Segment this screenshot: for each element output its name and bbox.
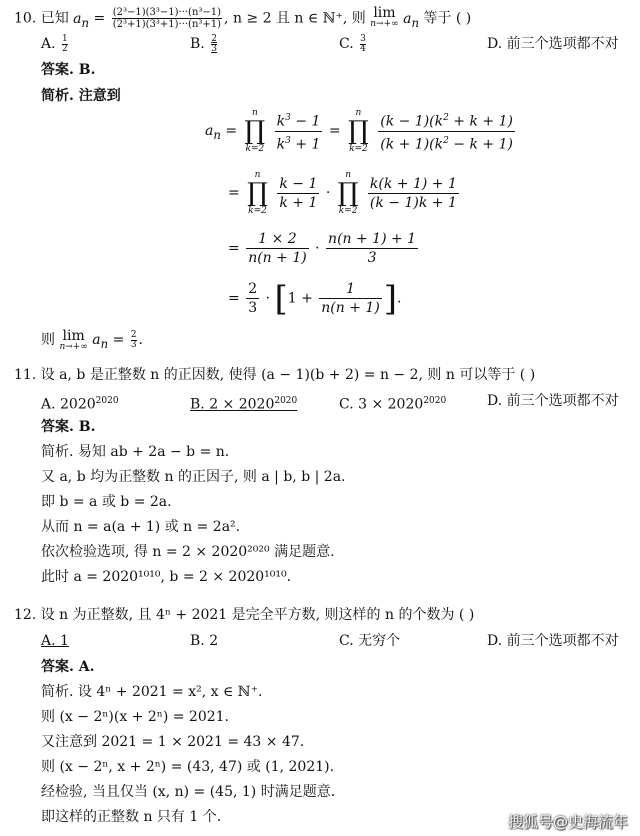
q12-option-b: B. 2	[190, 633, 219, 649]
q10-option-d: D. 前三个选项都不对	[487, 36, 619, 52]
q12-analysis-line: 则 (x − 2ⁿ)(x + 2ⁿ) = 2021.	[41, 709, 229, 725]
q10-number: 10.	[14, 10, 37, 27]
q10-equation-line-3: = $\frac{1 \times 2}{n(n + 1)}$ · $\frac{n(n + 1) + 1}{3}$	[228, 231, 417, 266]
q12-answer: 答案. A.	[41, 659, 95, 675]
q10-option-b: B. $\frac{2}{3}$	[190, 33, 217, 54]
q12-analysis-line: 经检验, 当且仅当 (x, n) = (45, 1) 时满足题意.	[41, 784, 336, 800]
q12-stem: 12. 设 n 为正整数, 且 4ⁿ + 2021 是完全平方数, 则这样的 n 的个数为 ( )	[14, 607, 475, 623]
q10-option-c: C. $\frac{3}{4}$	[339, 33, 366, 54]
q12-option-c: C. 无穷个	[339, 633, 401, 649]
q11-analysis-line: 依次检验选项, 得 n = 2 × 2020²⁰²⁰ 满足题意.	[41, 544, 335, 560]
q11-analysis-line: 又 a, b 均为正整数 n 的正因子, 则 a | b, b | 2a.	[41, 469, 346, 485]
q12-option-d: D. 前三个选项都不对	[487, 633, 619, 649]
q11-answer: 答案. B.	[41, 419, 96, 435]
q11-option-d: D. 前三个选项都不对	[487, 393, 619, 409]
watermark: 搜狐号@史海流年	[507, 813, 628, 831]
q10-stem: 10. 已知 $a_n$ = $\frac{\text{(2³−1)(3³−1)···(n³−1)}}{\text{(2³+1)(3³+1)···(n³+1)}}$ , n ≥ 2 且 n ∈ ℕ⁺, 则 lim n→+∞ $a_n$ 等于 ( )	[14, 5, 472, 30]
q10-equation-line-1: $a_n$ = n ∏ k=2 $\frac{k^3 - 1}{k^3 + 1}$ = n ∏ k=2 $\frac{(k - 1)(k^2 + k + 1)}{(k + 1)(k^2 - k + 1)}$	[205, 108, 513, 154]
q11-option-c: C. $3 \times 2020^{2020}$	[339, 396, 447, 413]
q12-analysis-line: 简析. 设 4ⁿ + 2021 = x², x ∈ ℕ⁺.	[41, 684, 263, 700]
q10-limit: lim n→+∞	[370, 5, 399, 29]
q10-answer: 答案. B.	[41, 62, 96, 78]
q10-equation-line-4: = $\frac{2}{3}$ · [1 + $\frac{1}{n(n + 1)}$ ].	[228, 278, 402, 319]
q10-option-a: A. $\frac{1}{2}$	[41, 33, 68, 54]
q12-analysis-line: 则 (x − 2ⁿ, x + 2ⁿ) = (43, 47) 或 (1, 2021).	[41, 759, 335, 775]
q11-number: 11.	[14, 367, 37, 383]
q11-stem: 11. 设 a, b 是正整数 n 的正因数, 使得 (a − 1)(b + 2) = n − 2, 则 n 可以等于 ( )	[14, 367, 536, 383]
q12-option-a: A. 1	[41, 633, 69, 649]
q10-conclusion: 则 lim n→+∞ $a_n$ = $\frac{2}{3}$ .	[41, 328, 143, 352]
q11-analysis-line: 简析. 易知 ab + 2a − b = n.	[41, 444, 230, 460]
q10-analysis-label: 简析. 注意到	[41, 88, 121, 104]
q11-option-b: B. $2 \times 2020^{2020}$	[190, 396, 298, 413]
q10-equation-line-2: = n ∏ k=2 $\frac{k - 1}{k + 1}$ · n ∏ k=2 $\frac{k(k + 1) + 1}{(k - 1)k + 1}$	[228, 170, 457, 216]
q12-number: 12.	[14, 607, 37, 623]
q12-analysis-line: 又注意到 2021 = 1 × 2021 = 43 × 47.	[41, 734, 305, 750]
q11-analysis-line: 从而 n = a(a + 1) 或 n = 2a².	[41, 519, 241, 535]
q11-analysis-line: 此时 a = 2020¹⁰¹⁰, b = 2 × 2020¹⁰¹⁰.	[41, 569, 292, 585]
q12-analysis-line: 即这样的正整数 n 只有 1 个.	[41, 809, 222, 825]
q11-option-a: A. $2020^{2020}$	[41, 396, 119, 413]
q11-analysis-line: 即 b = a 或 b = 2a.	[41, 494, 172, 510]
q10-fraction: $\frac{\text{(2³−1)(3³−1)···(n³−1)}}{\text{(2³+1)(3³+1)···(n³+1)}}$	[112, 7, 222, 30]
